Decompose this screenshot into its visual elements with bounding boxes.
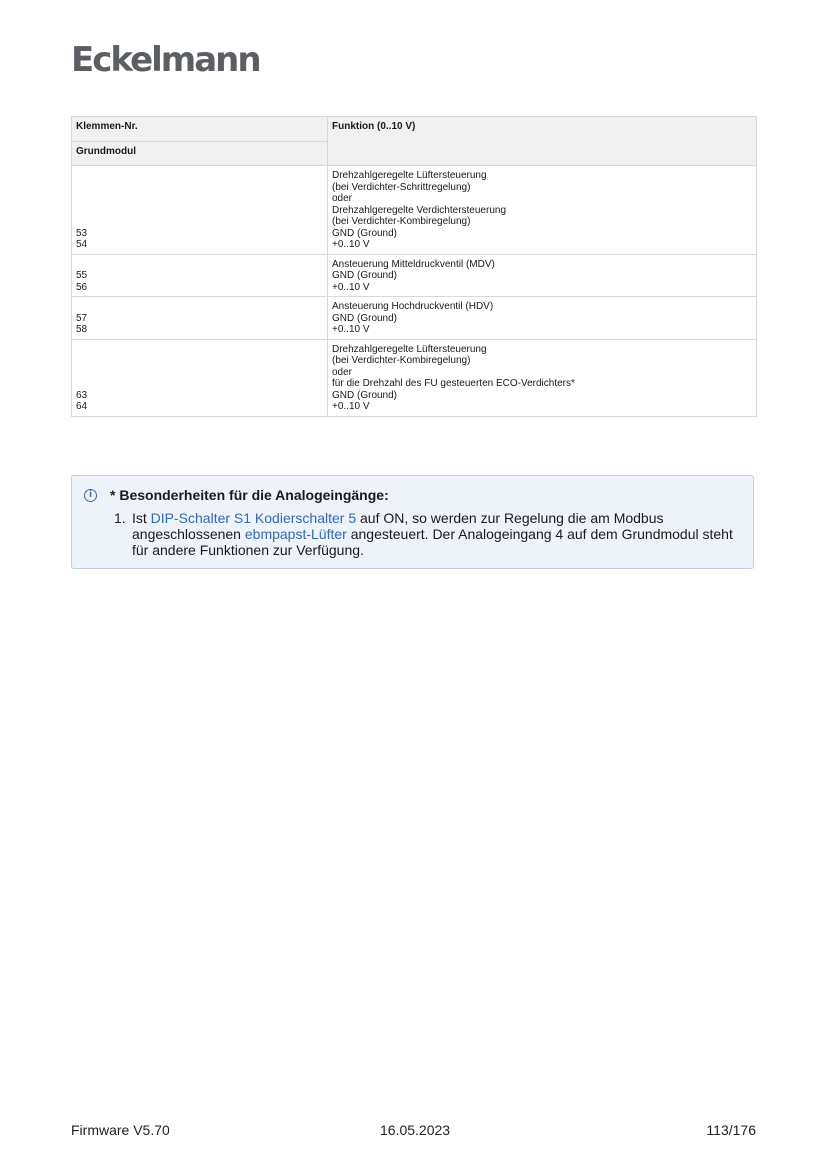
function-line: Drehzahlgeregelte Verdichtersteuerung (332, 204, 506, 216)
terminal-number: 57 (76, 312, 88, 324)
function-line: GND (Ground) (332, 270, 398, 281)
info-icon: i (84, 489, 97, 502)
terminal-number: 55 (76, 270, 88, 281)
function-line: Ansteuerung Hochdruckventil (HDV) (332, 301, 494, 312)
footer-firmware: Firmware V5.70 (71, 1122, 170, 1138)
table-row (72, 297, 757, 340)
function-line: oder (332, 193, 353, 204)
function-line: +0..10 V (332, 401, 370, 412)
info-text-part: Ist (132, 510, 151, 526)
function-line: +0..10 V (332, 281, 370, 293)
function-cell (328, 339, 757, 416)
list-item (132, 510, 742, 558)
function-line: (bei Verdichter-Kombiregelung) (332, 216, 471, 227)
table-header-terminal-no: Klemmen-Nr. (72, 117, 328, 142)
eckelmann-logo: Eckelmann (71, 40, 260, 80)
terminal-cell (72, 254, 328, 297)
function-line: GND (Ground) (332, 389, 398, 401)
function-line: +0..10 V (332, 239, 370, 250)
info-panel (71, 475, 754, 569)
function-line: oder (332, 366, 353, 378)
function-cell (328, 254, 757, 297)
function-line: (bei Verdichter-Schrittregelung) (332, 181, 471, 193)
function-line: GND (Ground) (332, 227, 398, 239)
function-line: Drehzahlgeregelte Lüftersteuerung (332, 343, 487, 355)
terminal-number: 64 (76, 401, 88, 412)
function-cell (328, 166, 757, 255)
footer-page-number: 113/176 (706, 1122, 756, 1138)
terminal-number: 63 (76, 389, 88, 401)
function-cell (328, 297, 757, 340)
function-line: Drehzahlgeregelte Lüftersteuerung (332, 170, 487, 181)
dip-switch-link[interactable]: DIP-Schalter S1 Kodierschalter 5 (150, 510, 357, 526)
info-text-part: auf ON, so werden zur Regelung die am Modbus angeschlossenen (132, 510, 664, 542)
table-subheader-base-module: Grundmodul (72, 142, 328, 166)
footer-date: 16.05.2023 (380, 1122, 451, 1138)
function-line: Ansteuerung Mitteldruckventil (MDV) (332, 258, 495, 270)
info-title: * Besonderheiten für die Analogeingänge: (110, 487, 389, 503)
table-row (72, 166, 757, 255)
terminal-number: 56 (76, 281, 88, 293)
terminal-cell (72, 339, 328, 416)
terminal-number: 53 (76, 227, 88, 239)
ebmpapst-fan-link[interactable]: ebmpapst-Lüfter (244, 526, 347, 542)
terminal-cell (72, 166, 328, 255)
info-text-part: angesteuert. Der Analogeingang 4 auf dem Grundmodul steht für andere Funktionen zur Verfügung. (132, 526, 733, 558)
function-line: für die Drehzahl des FU gesteuerten ECO-Verdichters* (332, 378, 575, 389)
list-item-number: 1. (114, 510, 126, 526)
function-line: +0..10 V (332, 324, 370, 335)
terminal-cell (72, 297, 328, 340)
function-line: GND (Ground) (332, 312, 398, 324)
table-row (72, 254, 757, 297)
table-row (72, 339, 757, 416)
terminal-number: 58 (76, 324, 88, 335)
terminal-table (71, 116, 757, 417)
function-line: (bei Verdichter-Kombiregelung) (332, 355, 471, 366)
table-header-function: Funktion (0..10 V) (328, 117, 757, 166)
terminal-number: 54 (76, 239, 88, 250)
